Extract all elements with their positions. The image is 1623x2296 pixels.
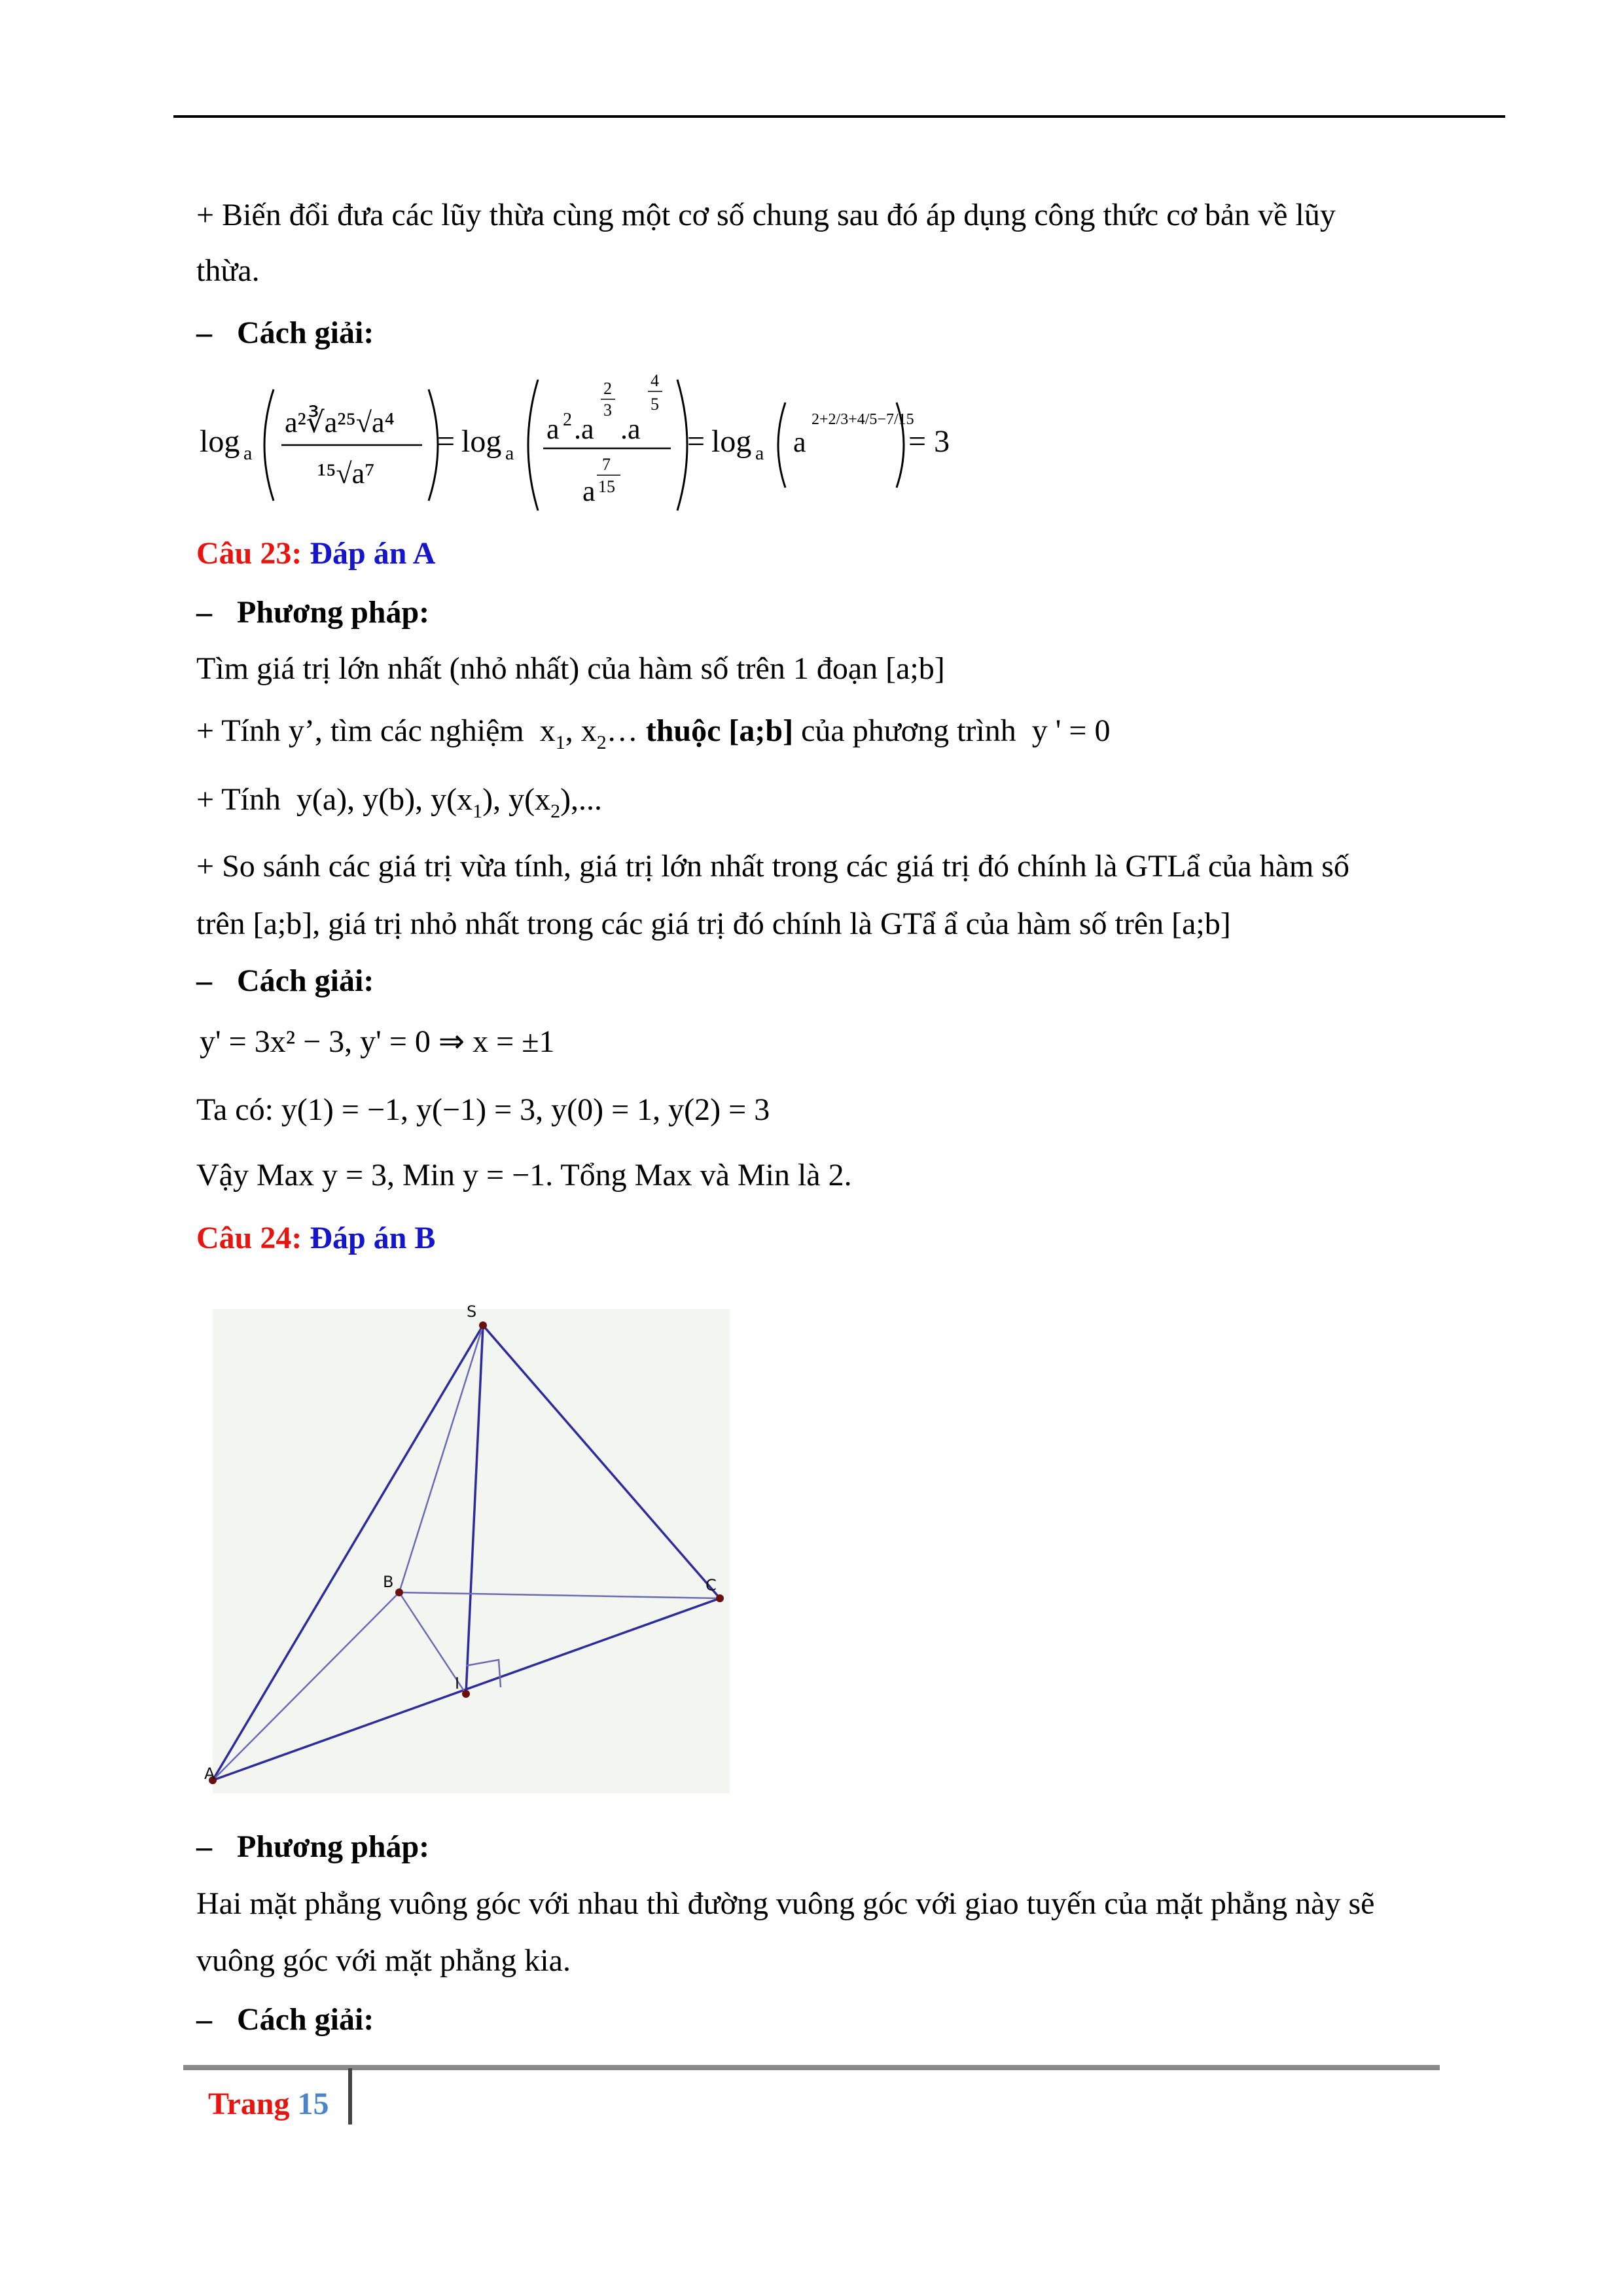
right-exponent: 2+2/3+4/5−7/15 — [812, 411, 914, 428]
svg-text:.a: .a — [574, 413, 594, 445]
left-denominator: ¹⁵√a⁷ — [317, 457, 375, 490]
point-label-S: S — [467, 1302, 477, 1321]
q24-method-line-1: Hai mặt phẳng vuông góc với nhau thì đường vuông góc với giao tuyến của mặt phẳng này sẽ — [196, 1886, 1375, 1921]
q23-method-line-5: trên [a;b], giá trị nhỏ nhất trong các giá trị đó chính là GTẩ ẩ của hàm số trên [a;b] — [196, 906, 1231, 941]
svg-text:15: 15 — [598, 477, 615, 496]
q22-solution-heading: – Cách giải: — [196, 315, 374, 350]
figure-background — [213, 1309, 730, 1793]
q23-solution-line-2: Ta có: y(1) = −1, y(−1) = 3, y(0) = 1, y(2) = 3 — [196, 1092, 770, 1127]
point-label-I: I — [455, 1674, 460, 1693]
point-label-C: C — [705, 1576, 717, 1594]
svg-text:.a: .a — [620, 413, 641, 445]
log-label-2: log — [461, 424, 502, 459]
svg-text:=: = — [687, 424, 705, 459]
q23-solution-line-3: Vậy Max y = 3, Min y = −1. Tổng Max và Min là 2. — [196, 1158, 852, 1193]
footer-rule — [183, 2065, 1440, 2070]
point-label-B: B — [383, 1573, 394, 1591]
intro-line-2: thừa. — [196, 253, 260, 288]
q23-method-line-3: + Tính y(a), y(b), $y(x_1)$, $y(x_2)$,... — [196, 782, 603, 822]
q23-solution-heading: – Cách giải: — [196, 963, 374, 998]
svg-text:=: = — [437, 424, 455, 459]
svg-text:5: 5 — [651, 395, 659, 414]
pyramid-figure — [203, 1296, 740, 1806]
svg-text:7: 7 — [602, 455, 611, 474]
log-label-1: log — [200, 424, 240, 459]
q24-method-heading: – Phương pháp: — [196, 1829, 430, 1864]
q24-method-line-2: vuông góc với mặt phẳng kia. — [196, 1943, 571, 1978]
footer-divider — [348, 2068, 352, 2125]
q23-method-line-1: Tìm giá trị lớn nhất (nhỏ nhất) của hàm số trên 1 đoạn [a;b] — [196, 651, 945, 686]
log-base-2: a — [505, 442, 514, 464]
svg-text:a: a — [793, 426, 806, 458]
q24-title: Câu 24: Đáp án B — [196, 1221, 436, 1255]
log-formula — [196, 367, 982, 524]
point-label-A: A — [204, 1765, 215, 1783]
left-numerator: a²∛a²⁵√a⁴ — [285, 406, 395, 439]
svg-text:a: a — [755, 442, 764, 464]
svg-text:3: 3 — [603, 401, 612, 420]
svg-text:4: 4 — [651, 371, 659, 390]
formula-result: = 3 — [908, 424, 950, 459]
q23-method-heading: – Phương pháp: — [196, 595, 430, 630]
mid-num-a: a — [546, 413, 560, 445]
q23-method-line-2: + Tính y’, tìm các nghiệm $x_1$, $x_2\dots$ thuộc [a;b] của phương trình y ' = 0 — [196, 713, 1111, 753]
intro-line-1: + Biến đổi đưa các lũy thừa cùng một cơ số chung sau đó áp dụng công thức cơ bản về lũy — [196, 198, 1336, 232]
log-label-3: log — [711, 424, 752, 459]
page-number: Trang 15 — [208, 2087, 329, 2121]
svg-text:a: a — [582, 475, 596, 507]
svg-text:2: 2 — [563, 410, 572, 430]
svg-text:2: 2 — [603, 379, 612, 398]
q23-method-line-4: + So sánh các giá trị vừa tính, giá trị lớn nhất trong các giá trị đó chính là GTLẩ của hàm số — [196, 849, 1349, 884]
q23-title: Câu 23: Đáp án A — [196, 536, 436, 571]
q23-solution-line-1: y' = 3x² − 3, y' = 0 ⇒ x = ±1 — [200, 1024, 555, 1059]
q24-solution-heading: – Cách giải: — [196, 2002, 374, 2037]
log-base-1: a — [243, 442, 253, 464]
header-rule — [173, 115, 1505, 118]
